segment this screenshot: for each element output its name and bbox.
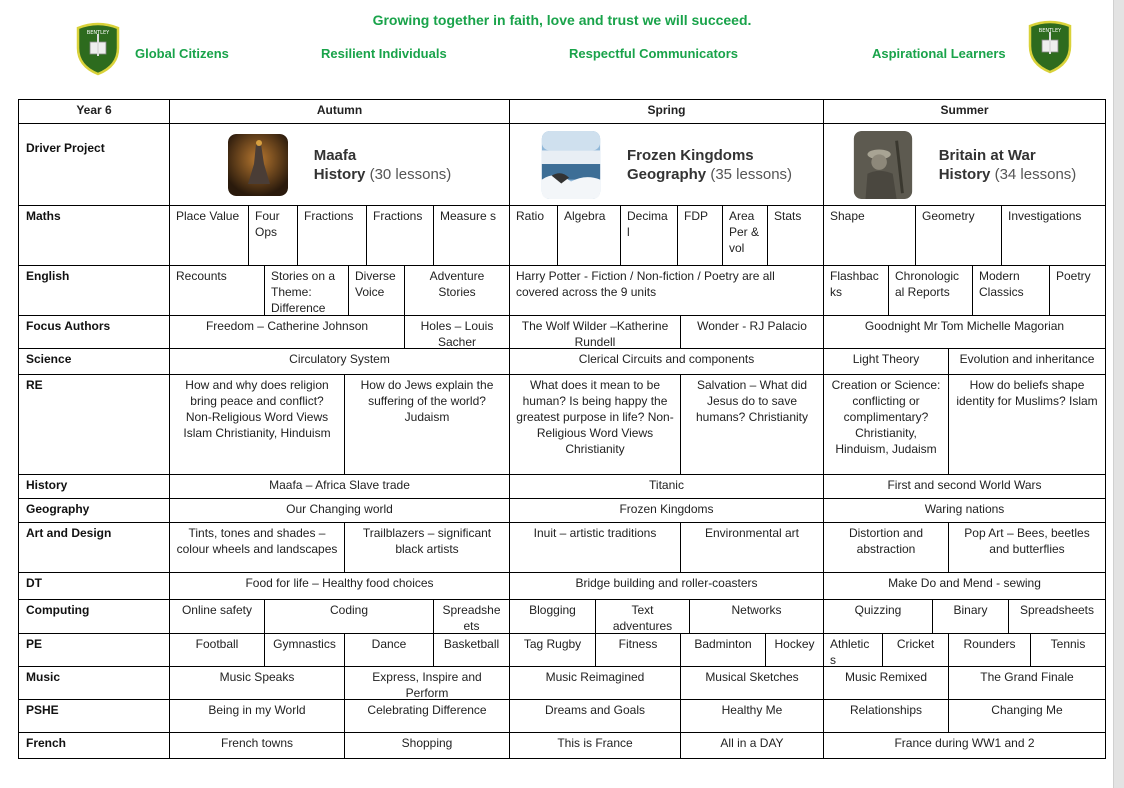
maths-cell: Investigations: [1001, 205, 1106, 266]
pshe-cell: Changing Me: [948, 699, 1106, 733]
row-label-english: English: [18, 265, 170, 316]
row-label-dt: DT: [18, 572, 170, 600]
pshe-cell: Relationships: [823, 699, 949, 733]
authors-cell: Freedom – Catherine Johnson: [169, 315, 405, 349]
maafa-statue-thumbnail: [228, 134, 288, 196]
scrollbar[interactable]: [1113, 0, 1124, 788]
history-cell: Maafa – Africa Slave trade: [169, 474, 510, 499]
history-cell: Titanic: [509, 474, 824, 499]
term-summer: Summer: [823, 99, 1106, 124]
re-cell: How and why does religion bring peace and conflict? Non-Religious Word Views Islam Christianity, Hinduism: [169, 374, 345, 475]
english-cell: Chronologic al Reports: [888, 265, 973, 316]
computing-cell: Coding: [264, 599, 434, 634]
music-cell: The Grand Finale: [948, 666, 1106, 700]
authors-cell: Holes – Louis Sacher: [404, 315, 510, 349]
art-cell: Tints, tones and shades – colour wheels and landscapes: [169, 522, 345, 573]
row-label-geography: Geography: [18, 498, 170, 523]
computing-cell: Spreadshe ets: [433, 599, 510, 634]
driver-project-summer: [823, 123, 1106, 206]
computing-cell: Spreadsheets: [1008, 599, 1106, 634]
maths-cell: Geometry: [915, 205, 1002, 266]
science-cell: Circulatory System: [169, 348, 510, 375]
french-cell: All in a DAY: [680, 732, 824, 759]
shield-icon: [1027, 20, 1073, 74]
pe-cell: Fitness: [595, 633, 681, 667]
project-subject: Geography: [626, 165, 707, 183]
row-label-authors: Focus Authors: [18, 315, 170, 349]
dt-cell: Bridge building and roller-coasters: [509, 572, 824, 600]
english-cell: Harry Potter - Fiction / Non-fiction / Poetry are all covered across the 9 units: [509, 265, 824, 316]
music-cell: Music Speaks: [169, 666, 345, 700]
english-cell: Stories on a Theme: Difference: [264, 265, 349, 316]
french-cell: Shopping: [344, 732, 510, 759]
term-spring: Spring: [509, 99, 824, 124]
row-label-driver-project: Driver Project: [18, 123, 170, 206]
pshe-cell: Celebrating Difference: [344, 699, 510, 733]
maths-cell: Ratio: [509, 205, 558, 266]
row-label-re: RE: [18, 374, 170, 475]
value-resilient-individuals: Resilient Individuals: [321, 46, 447, 61]
frozen-landscape-thumbnail: [541, 131, 601, 199]
re-cell: Salvation – What did Jesus do to save humans? Christianity: [680, 374, 824, 475]
maths-cell: FDP: [677, 205, 723, 266]
value-global-citizens: Global Citizens: [135, 46, 229, 61]
computing-cell: Binary: [932, 599, 1009, 634]
english-cell: Adventure Stories: [404, 265, 510, 316]
value-respectful-communicators: Respectful Communicators: [569, 46, 739, 61]
project-title: Maafa: [313, 146, 357, 164]
maths-cell: Measure s: [433, 205, 510, 266]
pe-cell: Badminton: [680, 633, 766, 667]
science-cell: Light Theory: [823, 348, 949, 375]
french-cell: France during WW1 and 2: [823, 732, 1106, 759]
row-label-pshe: PSHE: [18, 699, 170, 733]
maths-cell: Area Per & vol: [722, 205, 768, 266]
svg-text:BENTLEY: BENTLEY: [1038, 28, 1062, 34]
pe-cell: Cricket: [882, 633, 949, 667]
project-lessons: (34 lessons): [994, 165, 1077, 183]
science-cell: Clerical Circuits and components: [509, 348, 824, 375]
music-cell: Musical Sketches: [680, 666, 824, 700]
maths-cell: Shape: [823, 205, 916, 266]
row-label-pe: PE: [18, 633, 170, 667]
year-label: Year 6: [18, 99, 170, 124]
english-cell: Diverse Voice: [348, 265, 405, 316]
school-logo-left: [75, 22, 121, 76]
pe-cell: Tennis: [1030, 633, 1106, 667]
history-cell: First and second World Wars: [823, 474, 1106, 499]
art-cell: Distortion and abstraction: [823, 522, 949, 573]
pshe-cell: Dreams and Goals: [509, 699, 681, 733]
soldier-photo-thumbnail: [853, 131, 913, 199]
art-cell: Pop Art – Bees, beetles and butterflies: [948, 522, 1106, 573]
school-logo-right: [1027, 20, 1073, 74]
maths-cell: Decima l: [620, 205, 678, 266]
driver-project-spring: [509, 123, 824, 206]
maths-cell: Fractions: [297, 205, 367, 266]
dt-cell: Food for life – Healthy food choices: [169, 572, 510, 600]
music-cell: Music Remixed: [823, 666, 949, 700]
geography-cell: Frozen Kingdoms: [509, 498, 824, 523]
re-cell: What does it mean to be human? Is being happy the greatest purpose in life? Non-Religious Word Views Christianity: [509, 374, 681, 475]
french-cell: This is France: [509, 732, 681, 759]
shield-icon: [75, 22, 121, 76]
pe-cell: Basketball: [433, 633, 510, 667]
project-title: Frozen Kingdoms: [626, 146, 754, 164]
computing-cell: Online safety: [169, 599, 265, 634]
computing-cell: Text adventures: [595, 599, 690, 634]
row-label-computing: Computing: [18, 599, 170, 634]
project-title: Britain at War: [938, 146, 1036, 164]
re-cell: How do Jews explain the suffering of the world? Judaism: [344, 374, 510, 475]
computing-cell: Networks: [689, 599, 824, 634]
geography-cell: Waring nations: [823, 498, 1106, 523]
music-cell: Music Reimagined: [509, 666, 681, 700]
authors-cell: Wonder - RJ Palacio: [680, 315, 824, 349]
music-cell: Express, Inspire and Perform: [344, 666, 510, 700]
driver-project-autumn: [169, 123, 510, 206]
project-lessons: (35 lessons): [710, 165, 793, 183]
maths-cell: Place Value: [169, 205, 249, 266]
row-label-science: Science: [18, 348, 170, 375]
project-lessons: (30 lessons): [369, 165, 452, 183]
school-motto: Growing together in faith, love and trust we will succeed.: [372, 12, 752, 28]
curriculum-table: [18, 99, 1106, 758]
maths-cell: Fractions: [366, 205, 434, 266]
computing-cell: Blogging: [509, 599, 596, 634]
computing-cell: Quizzing: [823, 599, 933, 634]
value-aspirational-learners: Aspirational Learners: [872, 46, 1006, 61]
pe-cell: Gymnastics: [264, 633, 345, 667]
pe-cell: Dance: [344, 633, 434, 667]
re-cell: How do beliefs shape identity for Muslims? Islam: [948, 374, 1106, 475]
project-subject: History: [313, 165, 366, 183]
science-cell: Evolution and inheritance: [948, 348, 1106, 375]
pe-cell: Tag Rugby: [509, 633, 596, 667]
re-cell: Creation or Science: conflicting or complimentary? Christianity, Hinduism, Judaism: [823, 374, 949, 475]
svg-text:BENTLEY: BENTLEY: [86, 30, 110, 36]
maths-cell: Algebra: [557, 205, 621, 266]
pshe-cell: Healthy Me: [680, 699, 824, 733]
art-cell: Trailblazers – significant black artists: [344, 522, 510, 573]
authors-cell: The Wolf Wilder –Katherine Rundell: [509, 315, 681, 349]
row-label-music: Music: [18, 666, 170, 700]
pe-cell: Rounders: [948, 633, 1031, 667]
row-label-maths: Maths: [18, 205, 170, 266]
row-label-french: French: [18, 732, 170, 759]
art-cell: Inuit – artistic traditions: [509, 522, 681, 573]
project-subject: History: [938, 165, 991, 183]
geography-cell: Our Changing world: [169, 498, 510, 523]
english-cell: Recounts: [169, 265, 265, 316]
dt-cell: Make Do and Mend - sewing: [823, 572, 1106, 600]
row-label-history: History: [18, 474, 170, 499]
pshe-cell: Being in my World: [169, 699, 345, 733]
authors-cell: Goodnight Mr Tom Michelle Magorian: [823, 315, 1106, 349]
maths-cell: Stats: [767, 205, 824, 266]
pe-cell: Hockey: [765, 633, 824, 667]
english-cell: Modern Classics: [972, 265, 1050, 316]
pe-cell: Athletic s: [823, 633, 883, 667]
art-cell: Environmental art: [680, 522, 824, 573]
term-autumn: Autumn: [169, 99, 510, 124]
french-cell: French towns: [169, 732, 345, 759]
row-label-art: Art and Design: [18, 522, 170, 573]
english-cell: Flashbac ks: [823, 265, 889, 316]
english-cell: Poetry: [1049, 265, 1106, 316]
maths-cell: Four Ops: [248, 205, 298, 266]
pe-cell: Football: [169, 633, 265, 667]
